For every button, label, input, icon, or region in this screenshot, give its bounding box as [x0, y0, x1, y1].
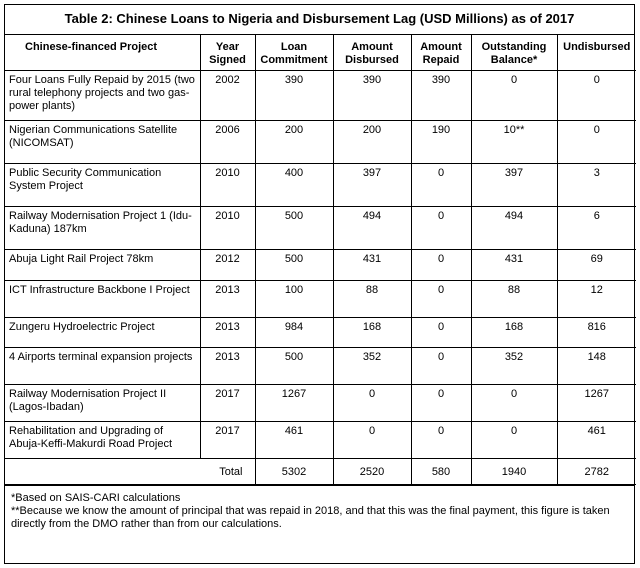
outstanding-cell: 494: [471, 207, 557, 250]
repaid-cell: 0: [411, 422, 471, 459]
header-repaid: Amount Repaid: [411, 35, 471, 71]
disbursed-cell: 88: [333, 281, 411, 318]
table-row: [5, 121, 636, 164]
project-cell: Abuja Light Rail Project 78km: [5, 250, 200, 281]
loans-table: [5, 35, 636, 485]
repaid-cell: 0: [411, 250, 471, 281]
project-cell: Zungeru Hydroelectric Project: [5, 318, 200, 348]
document-frame: [4, 4, 635, 564]
commitment-cell: 400: [255, 164, 333, 207]
project-cell: 4 Airports terminal expansion projects: [5, 348, 200, 385]
project-cell: Rehabilitation and Upgrading of Abuja-Keffi-Makurdi Road Project: [5, 422, 200, 459]
undisbursed-cell: 461: [557, 422, 636, 459]
table-row: [5, 318, 636, 348]
year-cell: 2012: [200, 250, 255, 281]
repaid-cell: 0: [411, 318, 471, 348]
outstanding-cell: 88: [471, 281, 557, 318]
disbursed-cell: 352: [333, 348, 411, 385]
outstanding-cell: 0: [471, 422, 557, 459]
outstanding-cell: 352: [471, 348, 557, 385]
disbursed-cell: 0: [333, 385, 411, 422]
footnotes: [5, 485, 634, 531]
total-row: [5, 459, 636, 485]
undisbursed-cell: 148: [557, 348, 636, 385]
repaid-cell: 0: [411, 164, 471, 207]
repaid-cell: 0: [411, 348, 471, 385]
total-outstanding: 1940: [471, 459, 557, 485]
repaid-cell: 0: [411, 385, 471, 422]
year-cell: 2013: [200, 281, 255, 318]
undisbursed-cell: 0: [557, 121, 636, 164]
repaid-cell: 0: [411, 207, 471, 250]
footnote-1: *Based on SAIS-CARI calculations: [11, 492, 181, 504]
header-year: Year Signed: [200, 35, 255, 71]
total-repaid: 580: [411, 459, 471, 485]
header-project: Chinese-financed Project: [5, 35, 200, 71]
project-cell: Public Security Communication System Project: [5, 164, 200, 207]
year-cell: 2013: [200, 318, 255, 348]
disbursed-cell: 431: [333, 250, 411, 281]
year-cell: 2010: [200, 207, 255, 250]
year-cell: 2002: [200, 71, 255, 121]
commitment-cell: 100: [255, 281, 333, 318]
commitment-cell: 390: [255, 71, 333, 121]
header-disbursed: Amount Disbursed: [333, 35, 411, 71]
project-cell: Railway Modernisation Project II (Lagos-Ibadan): [5, 385, 200, 422]
header-commitment: Loan Commitment: [255, 35, 333, 71]
year-cell: 2017: [200, 385, 255, 422]
commitment-cell: 1267: [255, 385, 333, 422]
repaid-cell: 190: [411, 121, 471, 164]
year-cell: 2006: [200, 121, 255, 164]
footnote-2: **Because we know the amount of principal that was repaid in 2018, and that this was the final payment, this figure is taken directly from the DMO rather than from our calculations.: [11, 505, 610, 530]
year-cell: 2010: [200, 164, 255, 207]
year-cell: 2013: [200, 348, 255, 385]
commitment-cell: 500: [255, 250, 333, 281]
undisbursed-cell: 69: [557, 250, 636, 281]
commitment-cell: 984: [255, 318, 333, 348]
undisbursed-cell: 0: [557, 71, 636, 121]
project-cell: Railway Modernisation Project 1 (Idu-Kaduna) 187km: [5, 207, 200, 250]
disbursed-cell: 397: [333, 164, 411, 207]
header-undisbursed: Undisbursed: [557, 35, 636, 71]
commitment-cell: 500: [255, 207, 333, 250]
disbursed-cell: 200: [333, 121, 411, 164]
total-label: Total: [5, 459, 255, 485]
outstanding-cell: 0: [471, 71, 557, 121]
disbursed-cell: 168: [333, 318, 411, 348]
outstanding-cell: 397: [471, 164, 557, 207]
table-row: [5, 422, 636, 459]
repaid-cell: 0: [411, 281, 471, 318]
project-cell: Nigerian Communications Satellite (NICOMSAT): [5, 121, 200, 164]
disbursed-cell: 0: [333, 422, 411, 459]
table-row: [5, 348, 636, 385]
table-row: [5, 250, 636, 281]
table-title: Table 2: Chinese Loans to Nigeria and Disbursement Lag (USD Millions) as of 2017: [5, 5, 634, 35]
outstanding-cell: 0: [471, 385, 557, 422]
undisbursed-cell: 3: [557, 164, 636, 207]
table-row: [5, 71, 636, 121]
undisbursed-cell: 6: [557, 207, 636, 250]
header-outstanding: Outstanding Balance*: [471, 35, 557, 71]
year-cell: 2017: [200, 422, 255, 459]
total-disbursed: 2520: [333, 459, 411, 485]
table-row: [5, 164, 636, 207]
table-row: [5, 207, 636, 250]
project-cell: ICT Infrastructure Backbone I Project: [5, 281, 200, 318]
undisbursed-cell: 12: [557, 281, 636, 318]
disbursed-cell: 390: [333, 71, 411, 121]
undisbursed-cell: 1267: [557, 385, 636, 422]
repaid-cell: 390: [411, 71, 471, 121]
outstanding-cell: 168: [471, 318, 557, 348]
project-cell: Four Loans Fully Repaid by 2015 (two rural telephony projects and two gas-power plants): [5, 71, 200, 121]
commitment-cell: 200: [255, 121, 333, 164]
outstanding-cell: 10**: [471, 121, 557, 164]
commitment-cell: 461: [255, 422, 333, 459]
total-commitment: 5302: [255, 459, 333, 485]
total-undisbursed: 2782: [557, 459, 636, 485]
table-row: [5, 385, 636, 422]
undisbursed-cell: 816: [557, 318, 636, 348]
outstanding-cell: 431: [471, 250, 557, 281]
table-row: [5, 281, 636, 318]
header-row: [5, 35, 636, 71]
disbursed-cell: 494: [333, 207, 411, 250]
commitment-cell: 500: [255, 348, 333, 385]
